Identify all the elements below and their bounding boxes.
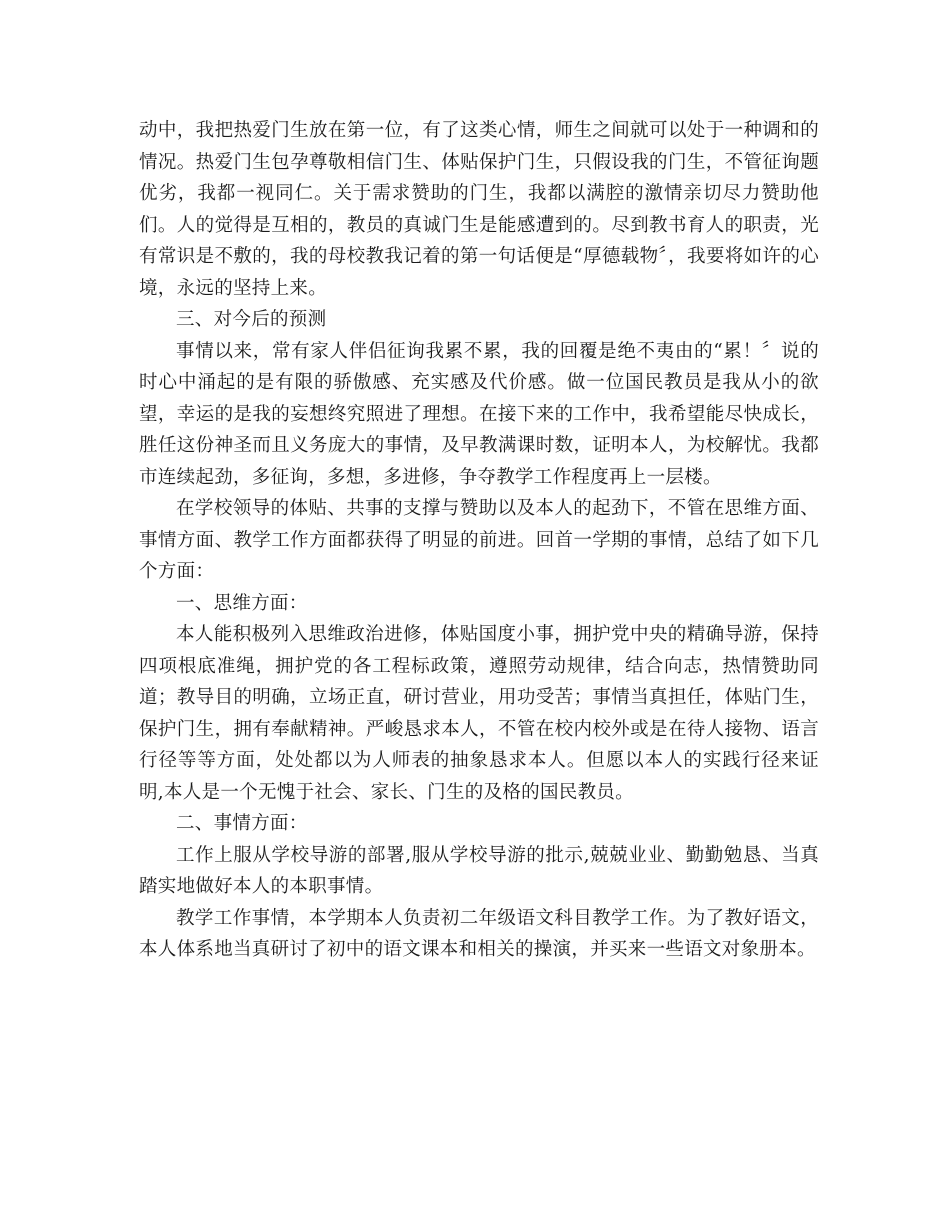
- paragraph-teaching: 教学工作事情，本学期本人负责初二年级语文科目教学工作。为了教好语文，本人体系地当真研讨了初中的语文课本和相关的操演，并买来一些语文对象册本。: [139, 907, 819, 960]
- paragraph-summary-intro: 在学校领导的体贴、共事的支撑与赞助以及本人的起劲下，不管在思维方面、事情方面、教学工作方面都获得了明显的前进。回首一学期的事情，总结了如下几个方面：: [139, 498, 819, 582]
- document-body: [139, 115, 819, 966]
- paragraph-continuation: 动中，我把热爱门生放在第一位，有了这类心情，师生之间就可以处于一种调和的情况。热爱门生包孕尊敬相信门生、体贴保护门生，只假设我的门生，不管征询题优劣，我都一视同仁。关于需求赞助的门生，我都以满腔的激情亲切尽力赞助他们。人的觉得是互相的，教员的真诚门生是能感遭到的。尽到教书育人的职责，光有常识是不敷的，我的母校教我记着的第一句话便是“厚德载物〞，我要将如许的心境，永远的坚持上来。: [139, 120, 819, 299]
- section-heading-work: 二、事情方面：: [176, 813, 308, 834]
- paragraph-thinking: 本人能积极列入思维政治进修，体贴国度小事，拥护党中央的精确导游，保持四项根底准绳，拥护党的各工程标政策，遵照劳动规律，结合向志，热情赞助同道；教导目的明确，立场正直，研讨营业，用功受苦；事情当真担任，体贴门生，保护门生，拥有奉献精神。严峻恳求本人，不管在校内校外或是在待人接物、语言行径等等方面，处处都以为人师表的抽象恳求本人。但愿以本人的实践行径来证明,本人是一个无愧于社会、家长、门生的及格的国民教员。: [139, 624, 819, 803]
- paragraph-work: 工作上服从学校导游的部署,服从学校导游的批示,兢兢业业、勤勤勉恳、当真踏实地做好本人的本职事情。: [139, 844, 819, 897]
- paragraph-future-outlook: 事情以来，常有家人伴侣征询我累不累，我的回覆是绝不夷由的“累！〞说的时心中涌起的是有限的骄傲感、充实感及代价感。做一位国民教员是我从小的欲望，幸运的是我的妄想终究照进了理想。在接下来的工作中，我希望能尽快成长，胜任这份神圣而且义务庞大的事情，及早教满课时数，证明本人，为校解忧。我都市连续起劲，多征询，多想，多进修，争夺教学工作程度再上一层楼。: [139, 340, 819, 488]
- section-heading-future: 三、对今后的预测: [176, 309, 327, 330]
- section-heading-thinking: 一、思维方面：: [176, 592, 308, 614]
